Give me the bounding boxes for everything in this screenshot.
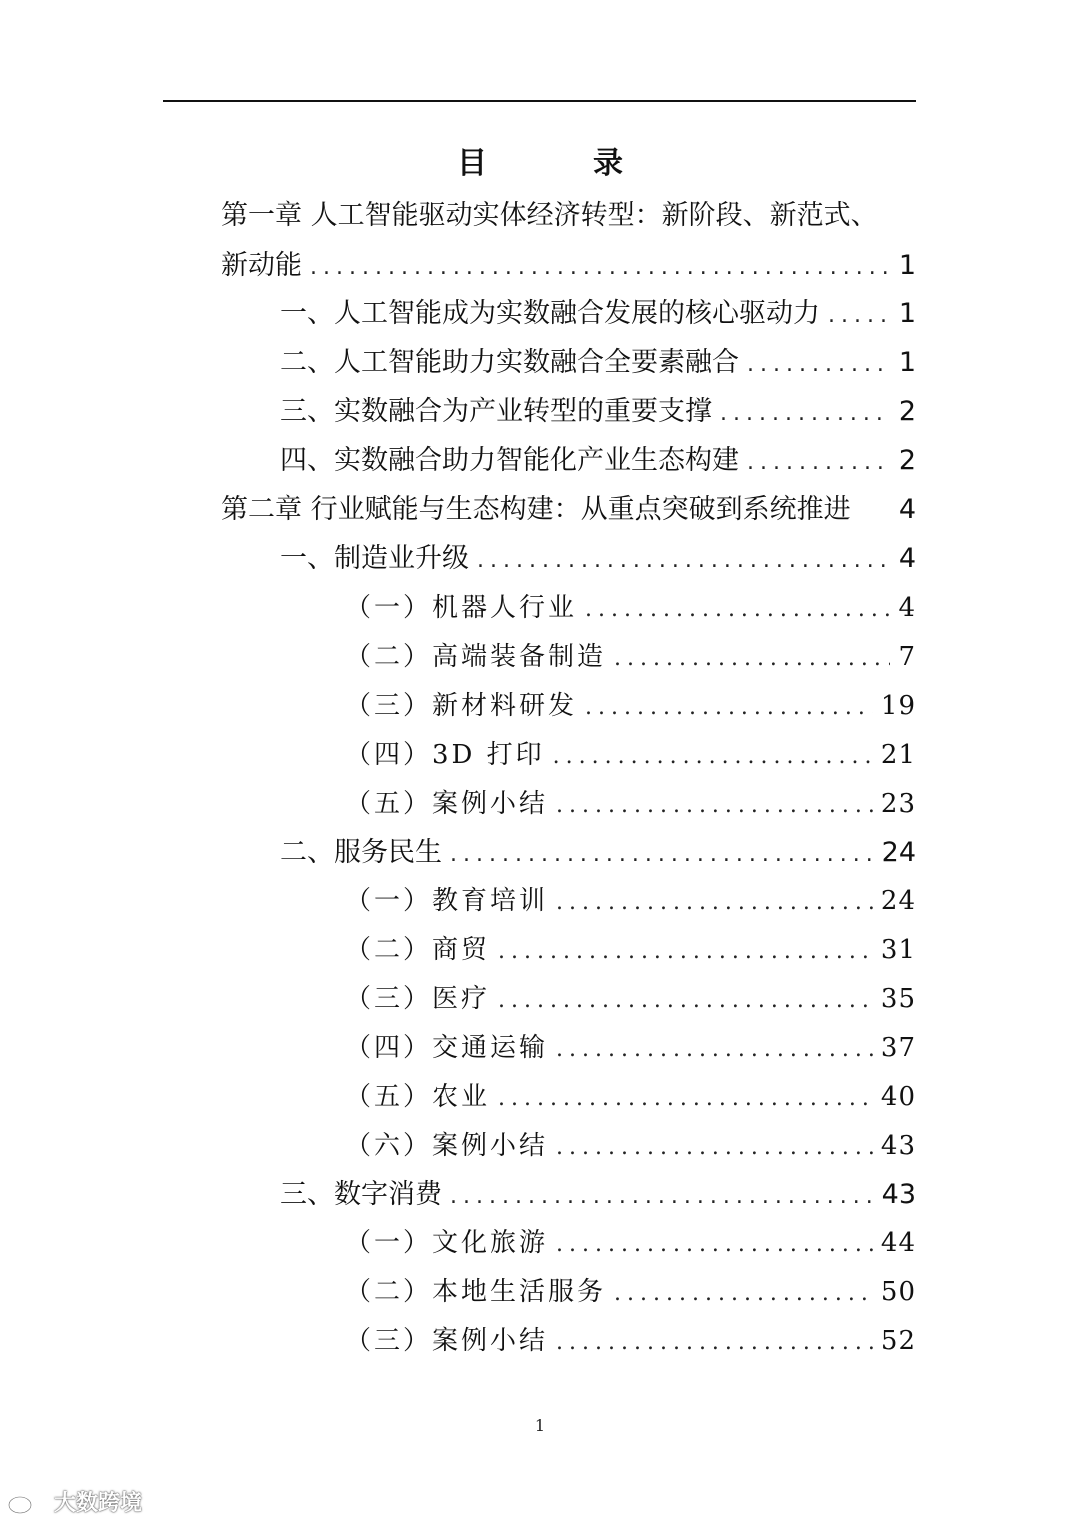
dot-leader: [556, 1128, 873, 1168]
toc-entry-label: 二、人工智能助力实数融合全要素融合: [280, 347, 739, 378]
dot-leader: [747, 443, 891, 483]
toc-entry-page: 44: [880, 1228, 916, 1258]
toc-entry-chapter-1-cont[interactable]: [221, 246, 916, 286]
dot-leader: [828, 296, 891, 336]
toc-entry-section[interactable]: [280, 294, 916, 334]
toc-title: 目 录: [457, 146, 661, 181]
dot-leader: [556, 1225, 873, 1265]
toc-entry-subsection[interactable]: [345, 1028, 916, 1068]
toc-entry-label: （五）农业: [345, 1082, 491, 1112]
toc-entry-section[interactable]: [280, 441, 916, 481]
toc-entry-page: 1: [898, 298, 916, 329]
toc-entry-page: 4: [898, 593, 916, 623]
toc-entry-label: （三）新材料研发: [345, 691, 578, 721]
dot-leader: [310, 248, 891, 288]
toc-entry-label: 二、服务民生: [280, 837, 442, 868]
toc-entry-page: 1: [898, 250, 916, 281]
toc-entry-chapter-1[interactable]: [221, 196, 916, 236]
toc-entry-page: 43: [881, 1179, 916, 1210]
toc-entry-label: （三）案例小结: [345, 1326, 549, 1356]
toc-entry-subsection[interactable]: [345, 588, 916, 628]
dot-leader: [585, 688, 873, 728]
dot-leader: [498, 1079, 873, 1119]
toc-entry-page: 4: [898, 494, 916, 525]
toc-entry-label: 第二章 行业赋能与生态构建：从重点突破到系统推进: [221, 494, 851, 525]
toc-entry-page: 21: [880, 740, 916, 770]
toc-entry-page: 37: [880, 1033, 916, 1063]
toc-entry-section[interactable]: [280, 343, 916, 383]
toc-entry-label: 新动能: [221, 250, 302, 281]
toc-entry-label: （一）教育培训: [345, 886, 549, 916]
toc-entry-label: （二）高端装备制造: [345, 642, 607, 672]
toc-entry-page: 4: [898, 543, 916, 574]
weibo-logo-icon: [6, 1489, 50, 1515]
dot-leader: [450, 835, 874, 875]
toc-entry-label: （二）商贸: [345, 935, 491, 965]
toc-entry-page: 2: [898, 445, 916, 476]
toc-entry-section[interactable]: [280, 1175, 916, 1215]
dot-leader: [614, 639, 890, 679]
toc-entry-subsection[interactable]: [345, 1272, 916, 1312]
toc-entry-chapter-2[interactable]: [221, 490, 916, 530]
dot-leader: [556, 1030, 873, 1070]
dot-leader: [747, 345, 891, 385]
toc-entry-page: 19: [880, 691, 916, 721]
page-number: 1: [534, 1416, 546, 1435]
toc-entry-label: 一、人工智能成为实数融合发展的核心驱动力: [280, 298, 820, 329]
toc-entry-subsection[interactable]: [345, 735, 916, 775]
dot-leader: [556, 1323, 873, 1363]
toc-entry-subsection[interactable]: [345, 930, 916, 970]
toc-entry-label: 三、实数融合为产业转型的重要支撑: [280, 396, 712, 427]
dot-leader: [585, 590, 890, 630]
toc-entry-label: （二）本地生活服务: [345, 1277, 607, 1307]
toc-entry-subsection[interactable]: [345, 1223, 916, 1263]
watermark: [6, 1486, 142, 1517]
toc-entry-section[interactable]: [280, 833, 916, 873]
toc-entry-label: （一）机器人行业: [345, 593, 578, 623]
dot-leader: [553, 737, 873, 777]
dot-leader: [614, 1274, 873, 1314]
dot-leader: [556, 786, 873, 826]
watermark-text: 大数跨境: [54, 1491, 143, 1516]
toc-entry-page: 40: [880, 1082, 916, 1112]
toc-entry-section[interactable]: [280, 392, 916, 432]
toc-entry-label: （四）交通运输: [345, 1033, 549, 1063]
toc-entry-label: 第一章 人工智能驱动实体经济转型：新阶段、新范式、: [221, 200, 878, 231]
toc-entry-label: 四、实数融合助力智能化产业生态构建: [280, 445, 739, 476]
dot-leader: [450, 1177, 874, 1217]
toc-entry-label: （一）文化旅游: [345, 1228, 549, 1258]
toc-entry-page: 1: [898, 347, 916, 378]
toc-entry-label: （四）3D 打印: [345, 740, 545, 770]
dot-leader: [720, 394, 891, 434]
header-rule: [163, 100, 916, 102]
toc-entry-page: 7: [898, 642, 916, 672]
toc-entry-subsection[interactable]: [345, 637, 916, 677]
toc-entry-page: 24: [880, 886, 916, 916]
toc-entry-page: 43: [880, 1131, 916, 1161]
toc-entry-subsection[interactable]: [345, 686, 916, 726]
toc-entry-page: 35: [880, 984, 916, 1014]
toc-entry-page: 2: [898, 396, 916, 427]
toc-entry-subsection[interactable]: [345, 979, 916, 1019]
toc-entry-page: 31: [880, 935, 916, 965]
toc-entry-label: 一、制造业升级: [280, 543, 469, 574]
toc-entry-subsection[interactable]: [345, 1321, 916, 1361]
dot-leader: [477, 541, 891, 581]
toc-entry-section[interactable]: [280, 539, 916, 579]
dot-leader: [498, 932, 873, 972]
toc-entry-page: 52: [880, 1326, 916, 1356]
toc-entry-label: （六）案例小结: [345, 1131, 549, 1161]
toc-entry-page: 23: [880, 789, 916, 819]
toc-entry-subsection[interactable]: [345, 1077, 916, 1117]
toc-entry-subsection[interactable]: [345, 784, 916, 824]
toc-entry-label: 三、数字消费: [280, 1179, 442, 1210]
toc-entry-page: 50: [880, 1277, 916, 1307]
dot-leader: [498, 981, 873, 1021]
toc-entry-subsection[interactable]: [345, 881, 916, 921]
toc-entry-subsection[interactable]: [345, 1126, 916, 1166]
toc-entry-page: 24: [881, 837, 916, 868]
toc-entry-label: （三）医疗: [345, 984, 491, 1014]
dot-leader: [556, 883, 873, 923]
toc-entry-label: （五）案例小结: [345, 789, 549, 819]
